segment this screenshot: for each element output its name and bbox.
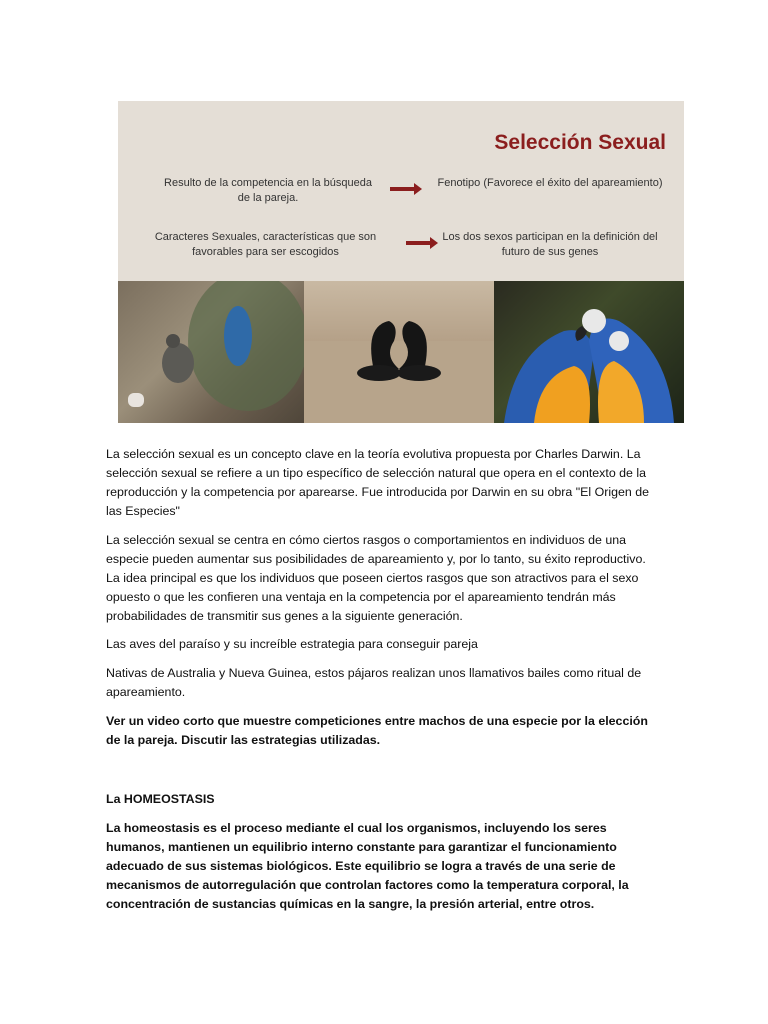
paragraph-homeostasis: La homeostasis es el proceso mediante el cual los organismos, incluyendo los seres humanos, mantienen un equilibrio interno constante para garantizar el funcionamiento adecuado de sus sistemas biológicos. Este equilibrio se logra a través de una serie de mecanismos de autorregulación que controlan factores como la temperatura corporal, la concentración de sustancias químicas en la sangre, la presión arterial, entre otros. xyxy=(106,821,629,911)
arrow-icon xyxy=(390,187,416,191)
swans-photo xyxy=(304,281,494,423)
paragraph-traits: La selección sexual se centra en cómo ciertos rasgos o comportamientos en individuos de una especie pueden aumentar sus posibilidades de apareamiento y, por lo tanto, su éxito reproductivo. La idea principal es que los individuos que poseen ciertos rasgos que son atractivos para el sexo opuesto o que les confieren una ventaja en la competencia por el apareamiento tendrán más probabilidades de transmitir sus genes a la siguiente generación. xyxy=(106,533,646,623)
figure-diagram-panel xyxy=(118,101,684,281)
arrow-icon xyxy=(406,241,432,245)
macaws-photo xyxy=(494,281,684,423)
figure-row1-left: Resulto de la competencia en la búsqueda de la pareja. xyxy=(164,177,372,204)
figure-row1-right: Fenotipo (Favorece el éxito del apareamiento) xyxy=(437,177,663,189)
paragraph-native: Nativas de Australia y Nueva Guinea, estos pájaros realizan unos llamativos bailes como ritual de apareamiento. xyxy=(106,666,642,699)
figure-title: Selección Sexual xyxy=(494,131,666,154)
paragraph-activity: Ver un video corto que muestre competiciones entre machos de una especie por la elección de la pareja. Discutir las estrategias utilizadas. xyxy=(106,714,648,747)
paragraph-birds-of-paradise: Las aves del paraíso y su increíble estrategia para conseguir pareja xyxy=(106,637,478,651)
figure-row2-left: Caracteres Sexuales, características que son favorables para ser escogidos xyxy=(154,231,377,258)
peacock-photo xyxy=(118,281,304,423)
paragraph-darwin: La selección sexual es un concepto clave en la teoría evolutiva propuesta por Charles Darwin. La selección sexual se refiere a un tipo específico de selección natural que opera en el contexto de la reproducción y la competencia por aparearse. Fue introducida por Darwin en su obra "El Origen de las Especies" xyxy=(106,447,649,518)
figure-row2-right: Los dos sexos participan en la definición del futuro de sus genes xyxy=(442,231,658,258)
selection-figure xyxy=(118,101,684,423)
section-heading-homeostasis: La HOMEOSTASIS xyxy=(106,792,215,806)
